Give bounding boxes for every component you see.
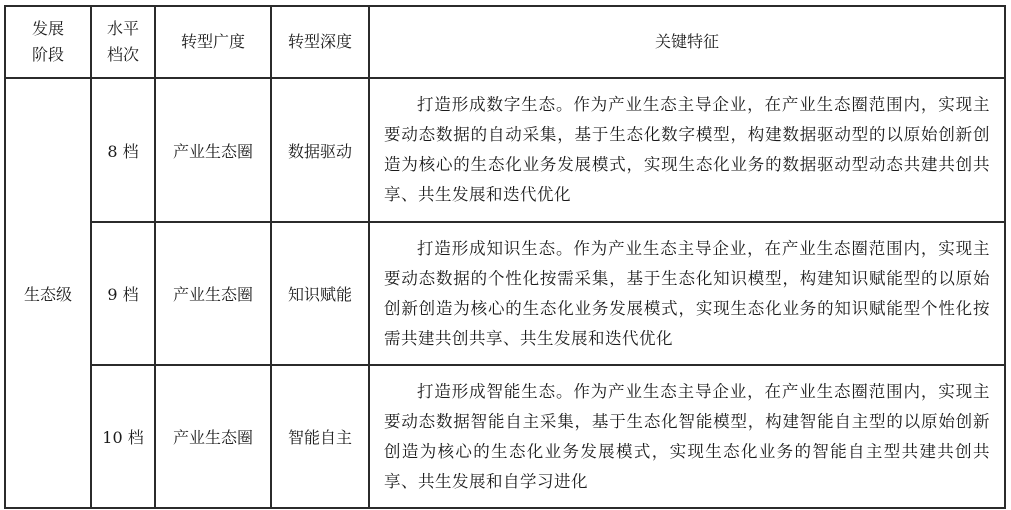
level-cell: 10 档 [91, 365, 155, 508]
breadth-cell: 产业生态圈 [155, 78, 271, 222]
table-row [5, 365, 1005, 508]
table-row [5, 78, 1005, 222]
table-container [4, 5, 1004, 505]
header-row [5, 6, 1005, 78]
depth-cell: 数据驱动 [271, 78, 369, 222]
maturity-table [4, 5, 1006, 509]
stage-cell: 生态级 [5, 78, 91, 508]
features-cell: 打造形成数字生态。作为产业生态主导企业，在产业生态圈范围内，实现主要动态数据的自动采集，基于生态化数字模型，构建数据驱动型的以原始创新创造为核心的生态化业务发展模式，实现生态化业务的数据驱动型动态共建共创共享、共生发展和迭代优化 [369, 78, 1005, 222]
header-level: 水平档次 [91, 6, 155, 78]
level-cell: 8 档 [91, 78, 155, 222]
header-depth: 转型深度 [271, 6, 369, 78]
features-cell: 打造形成智能生态。作为产业生态主导企业，在产业生态圈范围内，实现主要动态数据智能自主采集，基于生态化智能模型，构建智能自主型的以原始创新创造为核心的生态化业务发展模式，实现生态化业务的智能自主型共建共创共享、共生发展和自学习进化 [369, 365, 1005, 508]
breadth-cell: 产业生态圈 [155, 365, 271, 508]
header-features: 关键特征 [369, 6, 1005, 78]
header-breadth: 转型广度 [155, 6, 271, 78]
breadth-cell: 产业生态圈 [155, 222, 271, 365]
header-stage: 发展阶段 [5, 6, 91, 78]
level-cell: 9 档 [91, 222, 155, 365]
features-cell: 打造形成知识生态。作为产业生态主导企业，在产业生态圈范围内，实现主要动态数据的个性化按需采集，基于生态化知识模型，构建知识赋能型的以原始创新创造为核心的生态化业务发展模式，实现生态化业务的知识赋能型个性化按需共建共创共享、共生发展和迭代优化 [369, 222, 1005, 365]
table-row [5, 222, 1005, 365]
depth-cell: 智能自主 [271, 365, 369, 508]
depth-cell: 知识赋能 [271, 222, 369, 365]
